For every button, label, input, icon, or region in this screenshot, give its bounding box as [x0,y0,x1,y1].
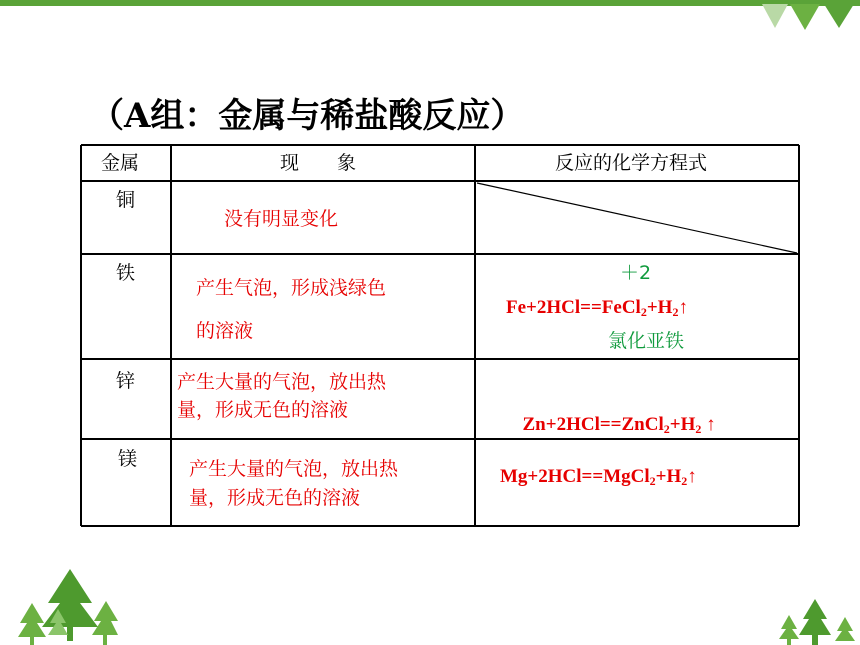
diagonal-slash [477,183,797,253]
valence-label: ＋2 [620,262,652,284]
equation-magnesium: $Mg+2HCl==MgCl_2+H_2↑$ [500,466,697,488]
equation-iron: $Fe+2HCl==FeCl_2+H_2↑$ [506,297,688,319]
phenomenon-magnesium-line1: 产生大量的气泡，放出热 [189,458,399,480]
phenomenon-zinc-line2: 量，形成无色的溶液 [177,399,349,421]
metal-iron: 铁 [116,262,136,284]
header-equation: 反应的化学方程式 [555,152,708,174]
phenomenon-iron-line2: 的溶液 [196,320,254,342]
phenomenon-zinc-line1: 产生大量的气泡，放出热 [177,371,387,393]
phenomenon-magnesium-line2: 量，形成无色的溶液 [189,487,361,509]
equation-zinc: $Zn+2HCl==ZnCl_2+H_2$ ↑ [522,414,716,436]
header-phenomenon: 现 象 [280,152,357,174]
header-metal: 金属 [101,152,140,174]
product-name-iron: 氯化亚铁 [608,330,685,352]
phenomenon-iron-line1: 产生气泡，形成浅绿色 [196,277,387,299]
phenomenon-copper: 没有明显变化 [224,208,339,230]
page-title: （A组：金属与稀盐酸反应） [90,96,525,136]
metal-zinc: 锌 [116,370,136,392]
metal-magnesium: 镁 [118,448,138,470]
metal-copper: 铜 [116,189,136,211]
